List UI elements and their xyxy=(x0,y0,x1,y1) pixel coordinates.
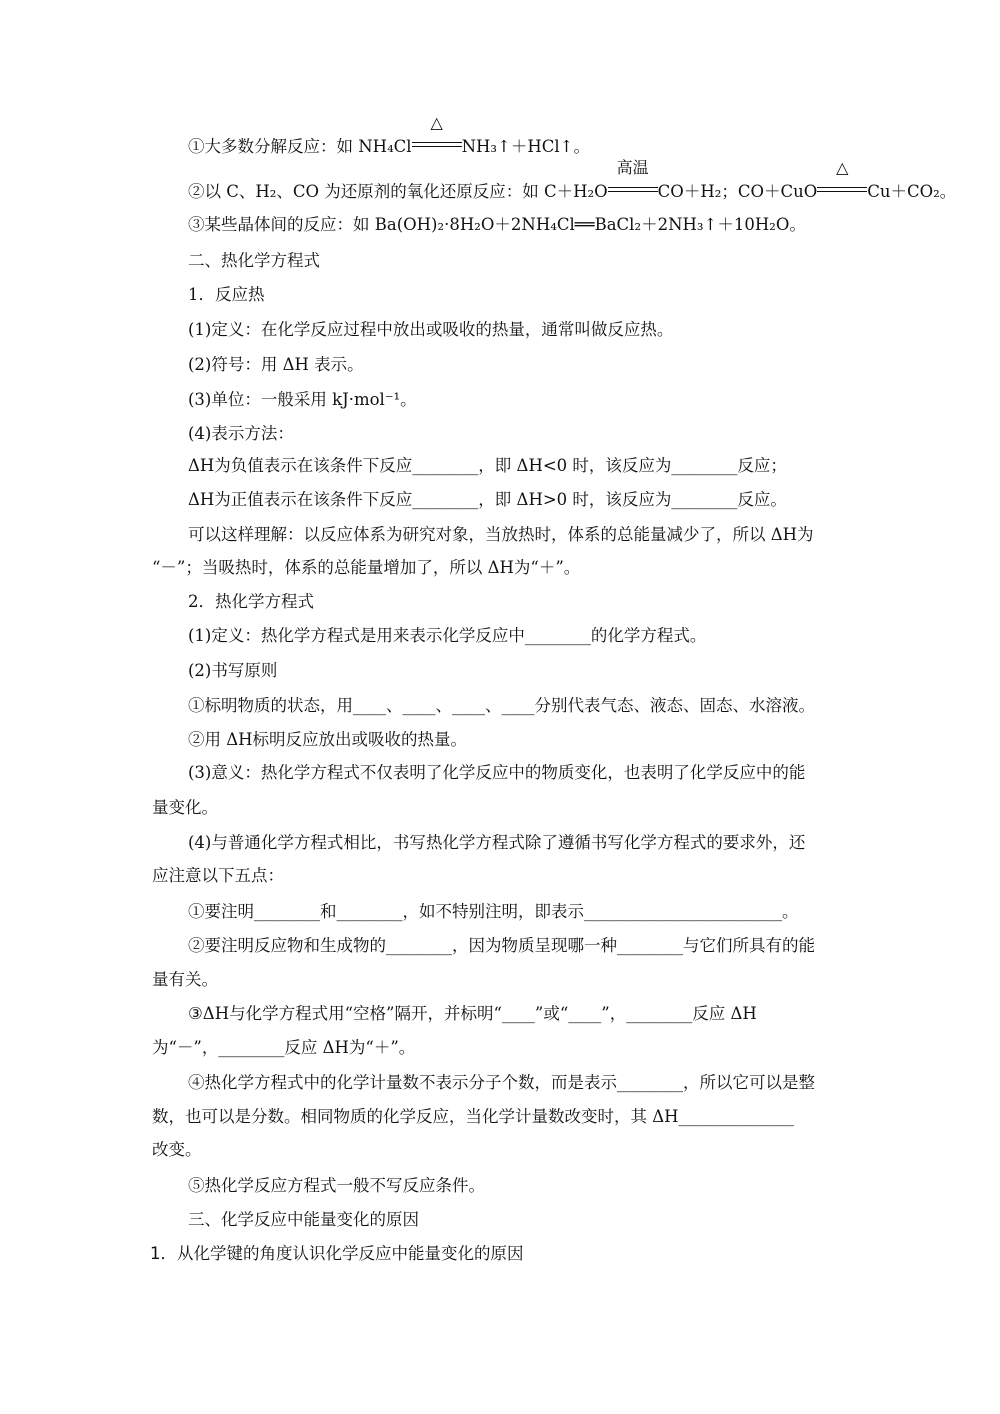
heat-symbol: △ xyxy=(836,158,849,177)
equation-text: NH₃↑＋HCl↑。 xyxy=(461,137,590,156)
paragraph-line: (4)与普通化学方程式相比，书写热化学方程式除了遵循书写化学方程式的要求外，还 xyxy=(188,833,806,852)
equation-text: CO＋H₂；CO＋CuO xyxy=(657,182,818,201)
paragraph-line: 改变。 xyxy=(152,1140,202,1159)
paragraph-line: ⑤热化学反应方程式一般不写反应条件。 xyxy=(188,1176,485,1195)
equation-text: ①大多数分解反应：如 NH₄Cl xyxy=(188,137,412,156)
equation-text: ②以 C、H₂、CO 为还原剂的氧化还原反应：如 C＋H₂O xyxy=(188,182,608,201)
reaction-condition-heat xyxy=(817,158,867,197)
paragraph-line: (2)符号：用 ΔH 表示。 xyxy=(188,355,364,374)
equation-decomposition xyxy=(188,113,590,158)
paragraph-line: “－”；当吸热时，体系的总能量增加了，所以 ΔH为“＋”。 xyxy=(152,558,581,577)
paragraph-line: (3)意义：热化学方程式不仅表明了化学反应中的物质变化，也表明了化学反应中的能 xyxy=(188,763,806,782)
condition-label: 高温 xyxy=(616,158,649,177)
fill-blank-line: (1)定义：热化学方程式是用来表示化学反应中________的化学方程式。 xyxy=(188,626,707,645)
fill-blank-line: 为“－”，________反应 ΔH为“＋”。 xyxy=(152,1038,416,1057)
heat-symbol: △ xyxy=(430,113,443,132)
equation-crystal: ③某些晶体间的反应：如 Ba(OH)₂·8H₂O＋2NH₄Cl══BaCl₂＋2NH₃↑＋10H₂O。 xyxy=(188,215,806,234)
fill-blank-line: ③ΔH与化学方程式用“空格”隔开，并标明“____”或“____”，________反应 ΔH xyxy=(188,1004,757,1023)
subsection-heading: 1．反应热 xyxy=(188,285,265,304)
equation-text: Cu＋CO₂。 xyxy=(867,182,957,201)
reaction-condition-heat xyxy=(412,113,462,152)
paragraph-line: (4)表示方法： xyxy=(188,424,294,443)
paragraph-line: (1)定义：在化学反应过程中放出或吸收的热量，通常叫做反应热。 xyxy=(188,320,674,339)
section-heading: 二、热化学方程式 xyxy=(188,251,320,270)
paragraph-line: (2)书写原则 xyxy=(188,661,278,680)
fill-blank-line: ④热化学方程式中的化学计量数不表示分子个数，而是表示________，所以它可以是整 xyxy=(188,1073,815,1092)
equation-redox xyxy=(188,158,957,203)
reaction-condition-high-temp xyxy=(608,158,658,197)
fill-blank-line: ΔH为负值表示在该条件下反应________，即 ΔH<0 时，该反应为________反应； xyxy=(188,456,787,475)
fill-blank-line: ①标明物质的状态，用____、____、____、____分别代表气态、液态、固态、水溶液。 xyxy=(188,696,815,715)
fill-blank-line: ①要注明________和________，如不特别注明，即表示________________________。 xyxy=(188,902,799,921)
paragraph-line: 量变化。 xyxy=(152,798,218,817)
fill-blank-line: ②要注明反应物和生成物的________，因为物质呈现哪一种________与它们所具有的能 xyxy=(188,936,815,955)
paragraph-line: 可以这样理解：以反应体系为研究对象，当放热时，体系的总能量减少了，所以 ΔH为 xyxy=(188,525,814,544)
subsection-heading: 2．热化学方程式 xyxy=(188,592,314,611)
paragraph-line: ②用 ΔH标明反应放出或吸收的热量。 xyxy=(188,730,468,749)
fill-blank-line: 数，也可以是分数。相同物质的化学反应，当化学计量数改变时，其 ΔH______________ xyxy=(152,1107,795,1126)
paragraph-line: 应注意以下五点： xyxy=(152,866,284,885)
paragraph-line: (3)单位：一般采用 kJ·mol⁻¹。 xyxy=(188,390,417,409)
paragraph-line: 量有关。 xyxy=(152,970,218,989)
subsection-heading: 1．从化学键的角度认识化学反应中能量变化的原因 xyxy=(150,1244,524,1263)
fill-blank-line: ΔH为正值表示在该条件下反应________，即 ΔH>0 时，该反应为________反应。 xyxy=(188,490,787,509)
section-heading: 三、化学反应中能量变化的原因 xyxy=(188,1210,419,1229)
